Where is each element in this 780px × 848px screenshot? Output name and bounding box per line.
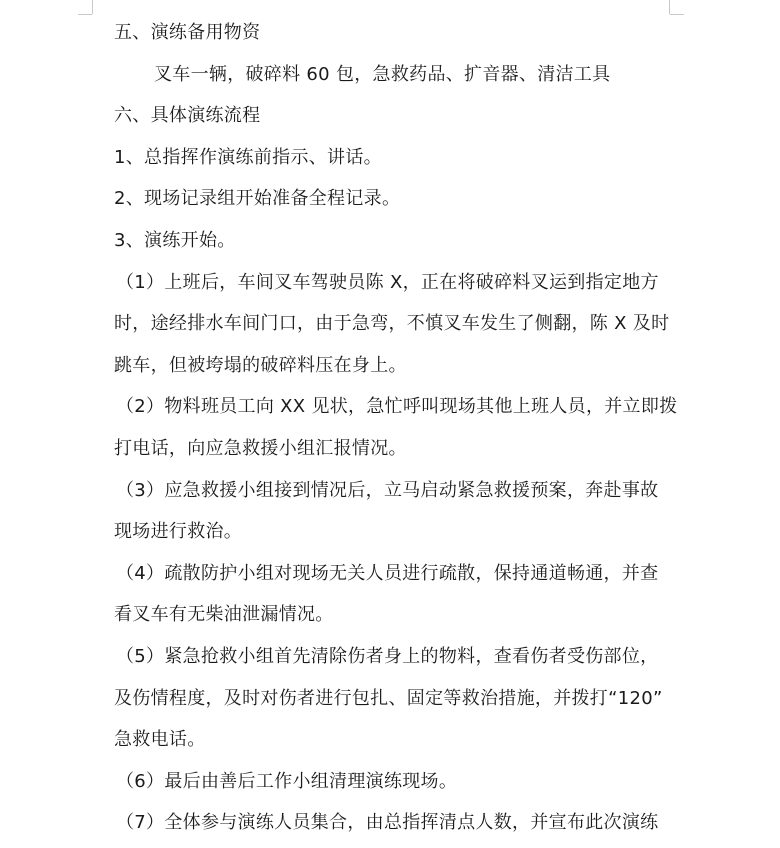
substep-1-line-1: （1）上班后，车间叉车驾驶员陈 X，正在将破碎料叉运到指定地方 — [116, 271, 659, 293]
substep-5-line-3: 急救电话。 — [114, 729, 206, 751]
section-heading-procedure: 六、具体演练流程 — [114, 105, 261, 127]
substep-4-line-1: （4）疏散防护小组对现场无关人员进行疏散，保持通道畅通，并查 — [116, 562, 659, 584]
substep-4-line-2: 看叉车有无柴油泄漏情况。 — [114, 604, 334, 626]
substep-5-line-1: （5）紧急抢救小组首先清除伤者身上的物料，查看伤者受伤部位， — [116, 645, 659, 667]
substep-7-line-1: （7）全体参与演练人员集合，由总指挥清点人数，并宣布此次演练 — [116, 812, 659, 834]
procedure-step-2: 2、现场记录组开始准备全程记录。 — [114, 188, 401, 210]
substep-6-line-1: （6）最后由善后工作小组清理演练现场。 — [116, 770, 458, 792]
substep-1-line-2: 时，途经排水车间门口，由于急弯，不慎叉车发生了侧翻，陈 X 及时 — [114, 313, 670, 335]
substep-2-line-2: 打电话，向应急救援小组汇报情况。 — [114, 437, 407, 459]
procedure-step-3: 3、演练开始。 — [114, 229, 236, 251]
substep-5-line-2: 及伤情程度，及时对伤者进行包扎、固定等救治措施，并拨打“120” — [114, 687, 663, 709]
substep-1-line-3: 跳车，但被垮塌的破碎料压在身上。 — [114, 354, 407, 376]
substep-3-line-1: （3）应急救援小组接到情况后，立马启动紧急救援预案，奔赴事故 — [116, 479, 659, 501]
substep-2-line-1: （2）物料班员工向 XX 见状，急忙呼叫现场其他上班人员，并立即拨 — [116, 396, 678, 418]
procedure-step-1: 1、总指挥作演练前指示、讲话。 — [114, 146, 382, 168]
crop-mark-top-left-vertical — [92, 0, 93, 14]
crop-mark-top-left-horizontal — [78, 14, 92, 15]
section-heading-supplies: 五、演练备用物资 — [114, 22, 261, 43]
supplies-list: 叉车一辆，破碎料 60 包，急救药品、扩音器、清洁工具 — [154, 63, 611, 85]
substep-3-line-2: 现场进行救治。 — [114, 521, 243, 543]
document-body — [114, 12, 678, 844]
